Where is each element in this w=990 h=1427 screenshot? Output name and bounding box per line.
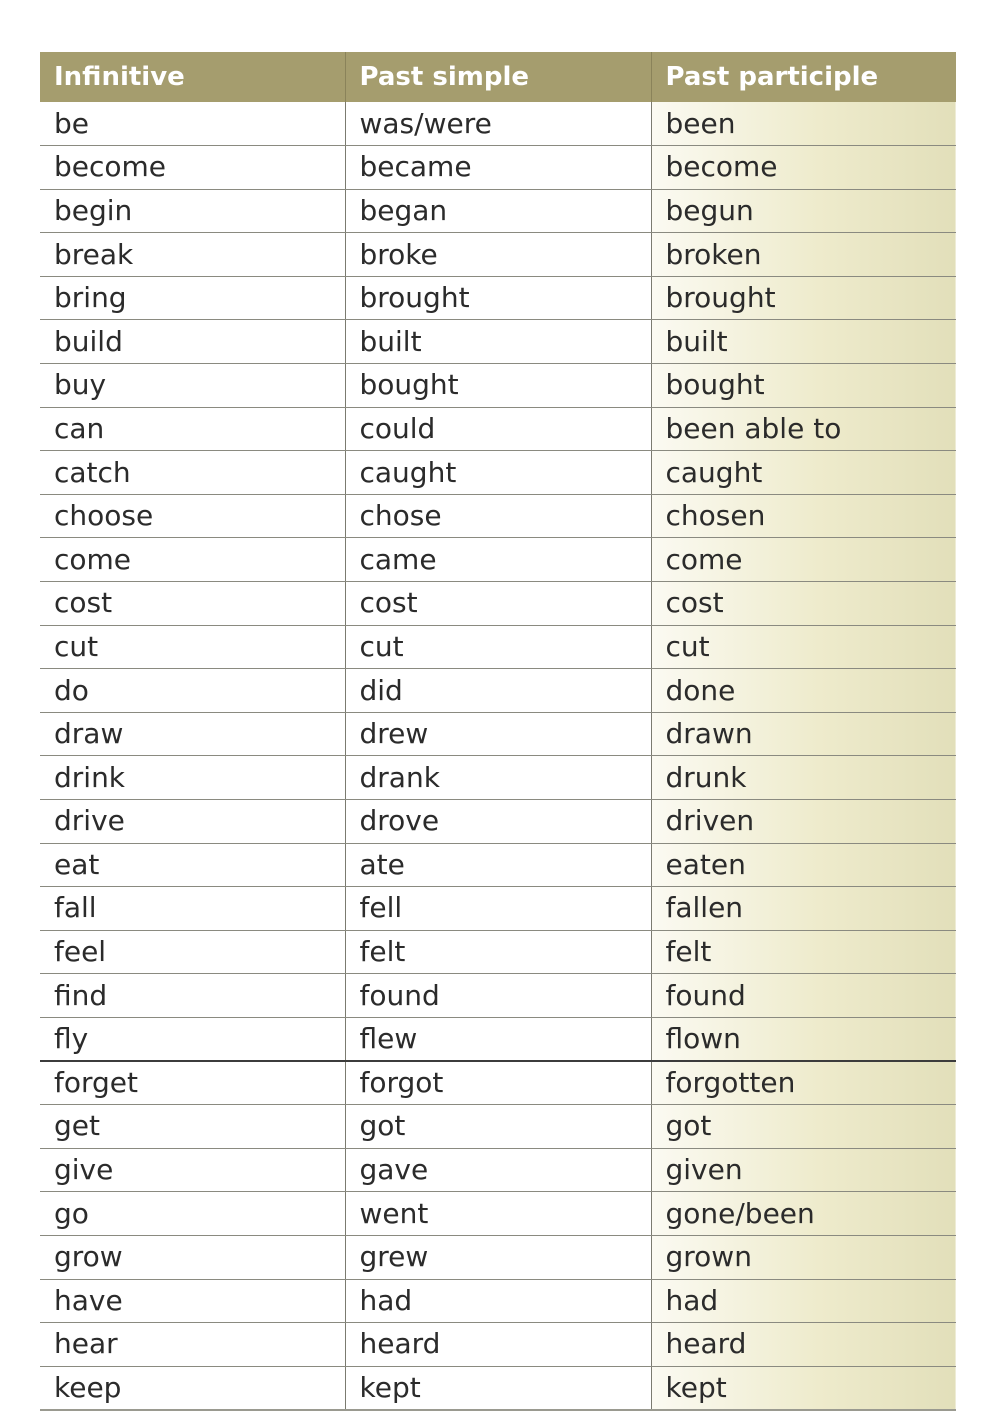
irregular-verbs-table (40, 52, 956, 1411)
table-row (40, 1235, 956, 1279)
cell-past-participle: eaten (651, 843, 956, 887)
table-row (40, 582, 956, 626)
cell-past-participle: been able to (651, 407, 956, 451)
cell-infinitive: keep (40, 1366, 345, 1410)
cell-past-simple: chose (345, 494, 651, 538)
cell-past-participle: had (651, 1279, 956, 1323)
table-body (40, 102, 956, 1410)
cell-infinitive: can (40, 407, 345, 451)
cell-past-simple: heard (345, 1323, 651, 1367)
cell-past-participle: heard (651, 1323, 956, 1367)
cell-past-simple: could (345, 407, 651, 451)
cell-infinitive: have (40, 1279, 345, 1323)
cell-infinitive: choose (40, 494, 345, 538)
cell-past-simple: bought (345, 364, 651, 408)
cell-past-participle: felt (651, 930, 956, 974)
table-row (40, 887, 956, 931)
table-row (40, 669, 956, 713)
cell-infinitive: get (40, 1105, 345, 1149)
table-row (40, 1323, 956, 1367)
table-row (40, 712, 956, 756)
cell-infinitive: drive (40, 800, 345, 844)
cell-infinitive: buy (40, 364, 345, 408)
table-row (40, 1192, 956, 1236)
cell-past-participle: come (651, 538, 956, 582)
cell-past-participle: caught (651, 451, 956, 495)
cell-past-participle: fallen (651, 887, 956, 931)
cell-infinitive: draw (40, 712, 345, 756)
cell-past-participle: found (651, 974, 956, 1018)
cell-past-simple: flew (345, 1017, 651, 1061)
table-row (40, 494, 956, 538)
cell-past-simple: drove (345, 800, 651, 844)
cell-past-simple: gave (345, 1148, 651, 1192)
cell-infinitive: become (40, 146, 345, 190)
table-row (40, 974, 956, 1018)
cell-past-simple: kept (345, 1366, 651, 1410)
cell-past-participle: driven (651, 800, 956, 844)
cell-infinitive: give (40, 1148, 345, 1192)
cell-past-participle: built (651, 320, 956, 364)
cell-past-participle: chosen (651, 494, 956, 538)
cell-infinitive: feel (40, 930, 345, 974)
cell-infinitive: hear (40, 1323, 345, 1367)
cell-past-participle: broken (651, 233, 956, 277)
header-row (40, 52, 956, 102)
cell-infinitive: catch (40, 451, 345, 495)
table-row (40, 451, 956, 495)
cell-past-participle: forgotten (651, 1061, 956, 1105)
table-row (40, 1366, 956, 1410)
cell-past-simple: felt (345, 930, 651, 974)
table-row (40, 1017, 956, 1061)
cell-infinitive: bring (40, 276, 345, 320)
cell-past-simple: drank (345, 756, 651, 800)
table-row (40, 189, 956, 233)
cell-past-simple: grew (345, 1235, 651, 1279)
cell-infinitive: eat (40, 843, 345, 887)
cell-past-participle: given (651, 1148, 956, 1192)
cell-past-simple: came (345, 538, 651, 582)
cell-past-simple: built (345, 320, 651, 364)
table-header (40, 52, 956, 102)
table-row (40, 276, 956, 320)
cell-past-simple: brought (345, 276, 651, 320)
header-infinitive: Infinitive (40, 52, 345, 102)
cell-past-participle: cut (651, 625, 956, 669)
cell-past-simple: cost (345, 582, 651, 626)
table-row (40, 364, 956, 408)
cell-past-simple: went (345, 1192, 651, 1236)
cell-infinitive: go (40, 1192, 345, 1236)
cell-infinitive: be (40, 102, 345, 146)
table-row (40, 233, 956, 277)
cell-past-simple: drew (345, 712, 651, 756)
table-row (40, 800, 956, 844)
cell-past-simple: cut (345, 625, 651, 669)
cell-past-simple: found (345, 974, 651, 1018)
table-row (40, 538, 956, 582)
cell-past-participle: begun (651, 189, 956, 233)
cell-infinitive: cost (40, 582, 345, 626)
table-row (40, 843, 956, 887)
cell-past-participle: gone/been (651, 1192, 956, 1236)
cell-past-participle: got (651, 1105, 956, 1149)
cell-past-participle: cost (651, 582, 956, 626)
cell-infinitive: fall (40, 887, 345, 931)
cell-past-simple: ate (345, 843, 651, 887)
cell-past-simple: forgot (345, 1061, 651, 1105)
table-row (40, 1061, 956, 1105)
cell-infinitive: fly (40, 1017, 345, 1061)
cell-infinitive: do (40, 669, 345, 713)
cell-infinitive: grow (40, 1235, 345, 1279)
cell-past-simple: had (345, 1279, 651, 1323)
header-past-simple: Past simple (345, 52, 651, 102)
cell-past-simple: got (345, 1105, 651, 1149)
cell-past-simple: became (345, 146, 651, 190)
cell-past-participle: flown (651, 1017, 956, 1061)
cell-past-participle: kept (651, 1366, 956, 1410)
table-row (40, 625, 956, 669)
table-row (40, 1279, 956, 1323)
cell-infinitive: build (40, 320, 345, 364)
cell-past-simple: caught (345, 451, 651, 495)
header-past-participle: Past participle (651, 52, 956, 102)
cell-past-participle: become (651, 146, 956, 190)
cell-past-participle: bought (651, 364, 956, 408)
cell-past-participle: grown (651, 1235, 956, 1279)
cell-past-participle: been (651, 102, 956, 146)
cell-past-participle: drunk (651, 756, 956, 800)
table-row (40, 102, 956, 146)
cell-past-participle: brought (651, 276, 956, 320)
cell-past-simple: broke (345, 233, 651, 277)
table-row (40, 320, 956, 364)
cell-infinitive: come (40, 538, 345, 582)
table-row (40, 1105, 956, 1149)
table-row (40, 756, 956, 800)
cell-infinitive: break (40, 233, 345, 277)
cell-past-simple: began (345, 189, 651, 233)
cell-infinitive: forget (40, 1061, 345, 1105)
cell-infinitive: drink (40, 756, 345, 800)
cell-past-simple: fell (345, 887, 651, 931)
table-row (40, 407, 956, 451)
table-row (40, 930, 956, 974)
cell-infinitive: cut (40, 625, 345, 669)
cell-infinitive: begin (40, 189, 345, 233)
table-row (40, 146, 956, 190)
table-row (40, 1148, 956, 1192)
cell-past-simple: did (345, 669, 651, 713)
cell-past-participle: done (651, 669, 956, 713)
cell-past-simple: was/were (345, 102, 651, 146)
cell-past-participle: drawn (651, 712, 956, 756)
cell-infinitive: find (40, 974, 345, 1018)
